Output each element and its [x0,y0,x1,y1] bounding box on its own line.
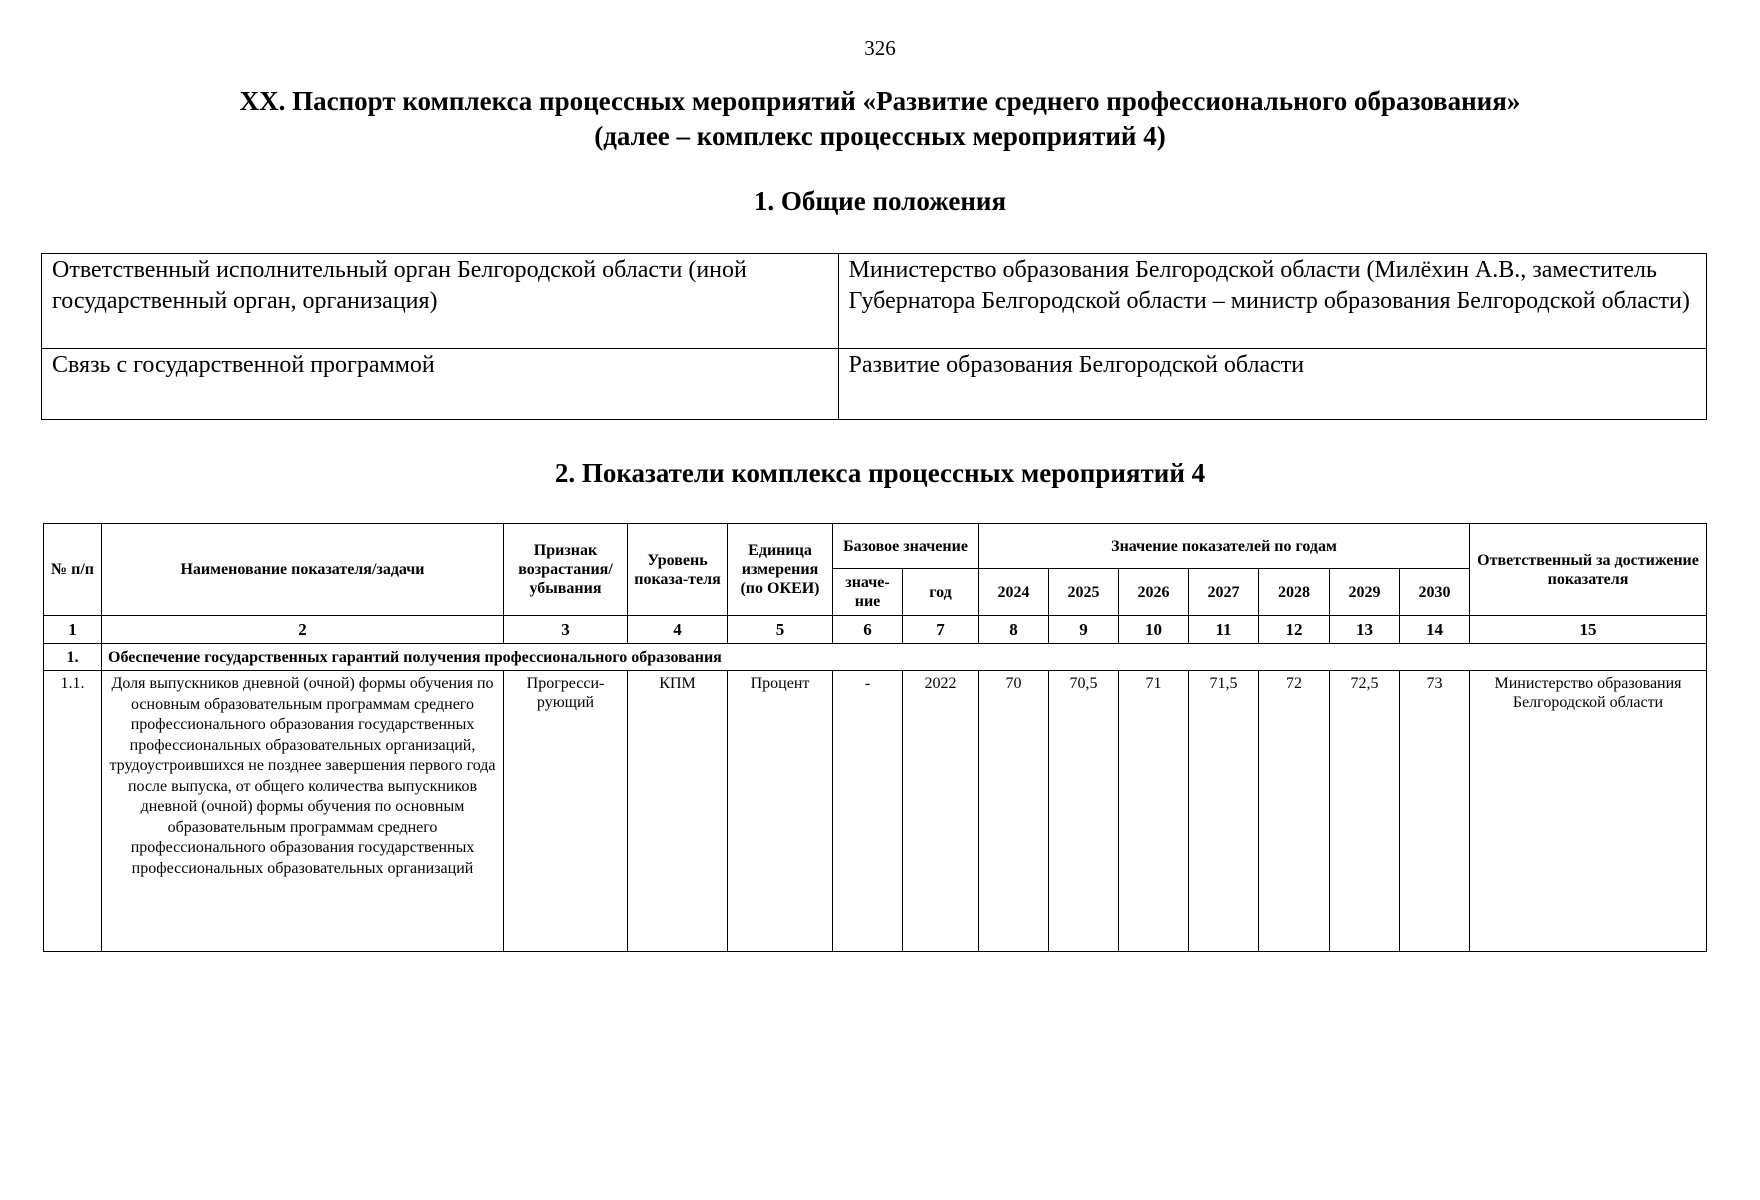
indicator-name: Доля выпускников дневной (очной) формы обучения по основным образовательным программам среднего профессионального образования государственных профессиональных образовательных организаций, трудоустроившихся не позднее завершения первого года после выпуска, от общего количества выпускников дневной (очной) формы обучения по основным образовательным программам среднего профессионального образования государственных профессиональных образовательных организаций [102,671,504,952]
column-number: 7 [903,616,979,644]
header-year: 2025 [1049,569,1119,616]
indicator-level: КПМ [628,671,728,952]
column-number: 11 [1189,616,1259,644]
header-level: Уровень показа-теля [628,524,728,616]
column-number: 5 [728,616,833,644]
column-number: 13 [1330,616,1400,644]
document-title [0,84,1760,154]
responsible-body-value: Министерство образования Белгородской области (Милёхин А.В., заместитель Губернатора Белгородской области – министр образования Белгородской области) [838,254,1706,349]
column-number: 15 [1470,616,1707,644]
column-number: 6 [833,616,903,644]
header-base: Базовое значение [833,524,979,569]
table-row [42,349,1707,420]
header-year: 2030 [1400,569,1470,616]
header-trend: Признак возрастания/ убывания [504,524,628,616]
header-unit: Единица измерения (по ОКЕИ) [728,524,833,616]
task-row [44,644,1707,671]
section1-title: 1. Общие положения [753,186,1007,216]
indicator-responsible: Министерство образования Белгородской области [1470,671,1707,952]
indicator-base-value: - [833,671,903,952]
header-year: 2026 [1119,569,1189,616]
header-year: 2024 [979,569,1049,616]
header-year: 2028 [1259,569,1330,616]
program-link-value: Развитие образования Белгородской области [838,349,1706,420]
column-number: 4 [628,616,728,644]
column-number: 3 [504,616,628,644]
column-numbers-row [44,616,1707,644]
column-number: 12 [1259,616,1330,644]
header-base-year: год [903,569,979,616]
header-year: 2029 [1330,569,1400,616]
column-number: 10 [1119,616,1189,644]
responsible-body-label: Ответственный исполнительный орган Белгородской области (иной государственный орган, организация) [42,254,839,349]
header-year: 2027 [1189,569,1259,616]
header-name: Наименование показателя/задачи [102,524,504,616]
header-responsible: Ответственный за достижение показателя [1470,524,1707,616]
general-provisions-table [41,253,1707,420]
table-row [42,254,1707,349]
document-title-line1: XX. Паспорт комплекса процессных мероприятий «Развитие среднего профессионального образования» [239,86,1521,116]
indicator-trend: Прогресси-рующий [504,671,628,952]
indicator-value: 70 [979,671,1049,952]
indicator-base-year: 2022 [903,671,979,952]
header-num: № п/п [44,524,102,616]
program-link-label: Связь с государственной программой [42,349,839,420]
page-number: 326 [864,36,896,60]
indicator-value: 71 [1119,671,1189,952]
indicator-value: 71,5 [1189,671,1259,952]
column-number: 14 [1400,616,1470,644]
indicator-value: 73 [1400,671,1470,952]
column-number: 8 [979,616,1049,644]
column-number: 2 [102,616,504,644]
header-row-1 [44,524,1707,569]
indicator-value: 72,5 [1330,671,1400,952]
indicator-row [44,671,1707,952]
task-name: Обеспечение государственных гарантий получения профессионального образования [102,644,1707,671]
indicator-num: 1.1. [44,671,102,952]
header-years-group: Значение показателей по годам [979,524,1470,569]
indicator-value: 72 [1259,671,1330,952]
section2-title: 2. Показатели комплекса процессных мероприятий 4 [554,458,1206,488]
indicators-table [43,523,1707,952]
document-title-line2: (далее – комплекс процессных мероприятий 4) [594,121,1166,151]
task-num: 1. [44,644,102,671]
column-number: 1 [44,616,102,644]
indicator-unit: Процент [728,671,833,952]
column-number: 9 [1049,616,1119,644]
header-base-value: значе-ние [833,569,903,616]
indicator-value: 70,5 [1049,671,1119,952]
